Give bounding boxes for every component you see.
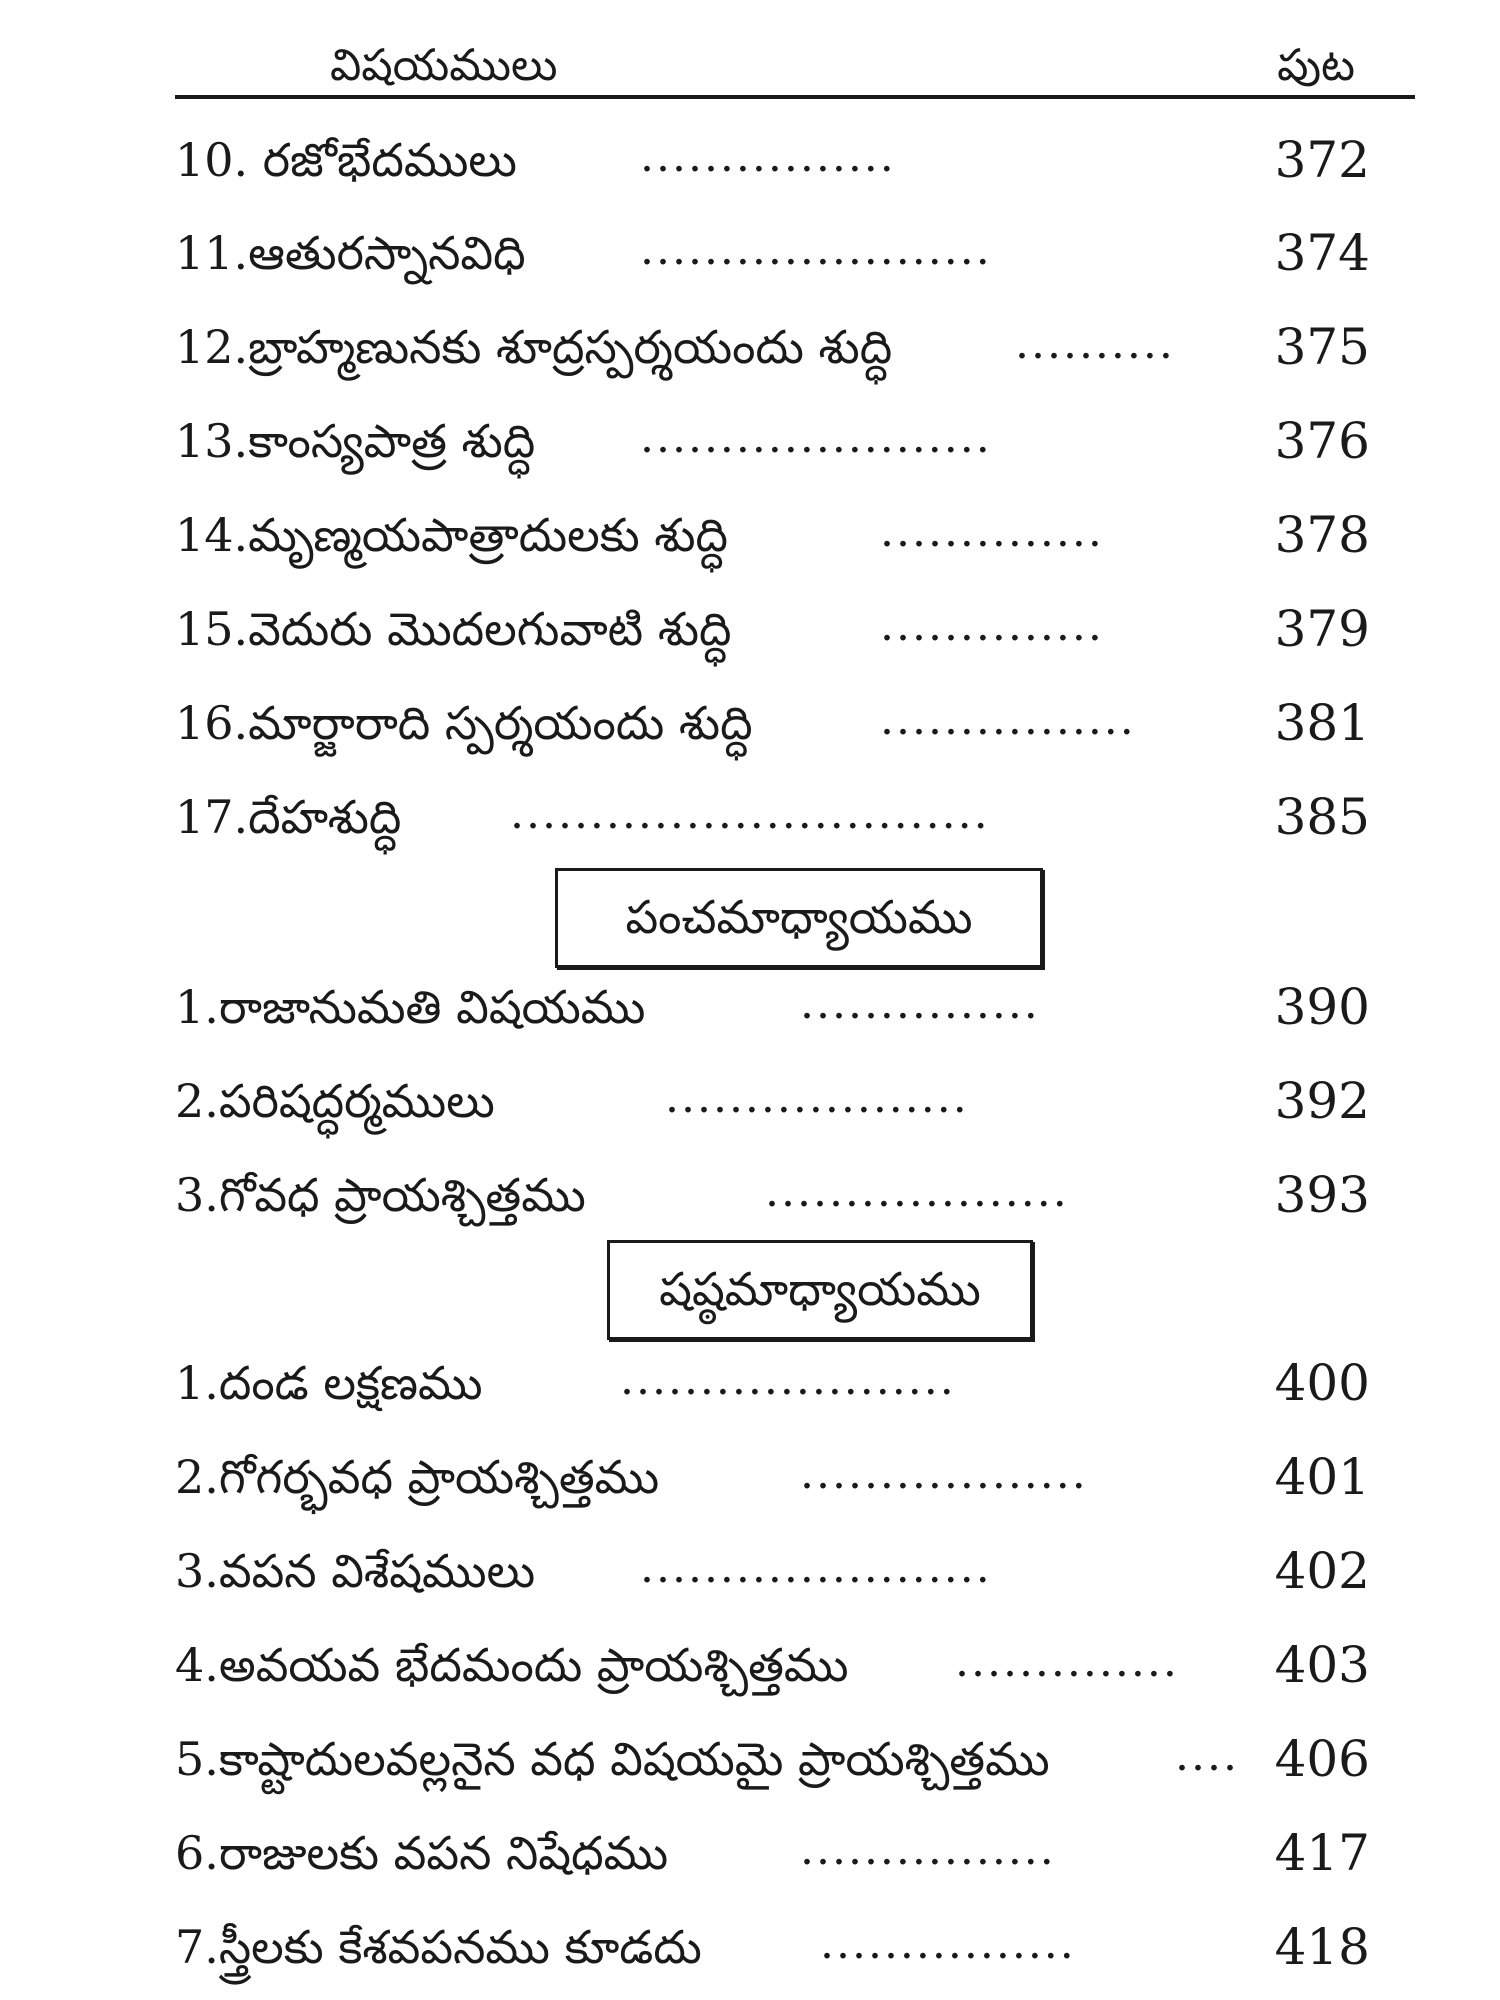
header-rule — [175, 95, 1415, 99]
toc-entry-title: 13.కాంస్యపాత్ర శుద్ధి — [175, 414, 536, 468]
toc-leader-dots: .......... — [1015, 318, 1175, 369]
toc-leader-dots: ...................... — [640, 412, 992, 463]
toc-entry — [175, 972, 1370, 1042]
toc-entry-title: 1.రాజానుమతి విషయము — [175, 980, 646, 1034]
toc-entry — [175, 1160, 1370, 1230]
toc-entry-page: 375 — [1274, 318, 1370, 376]
toc-entry — [175, 594, 1370, 664]
toc-entry-title: 1.దండ లక్షణము — [175, 1356, 483, 1410]
toc-entry-title: 17.దేహశుద్ధి — [175, 790, 402, 844]
toc-leader-dots: .............................. — [510, 788, 990, 839]
toc-entry — [175, 1536, 1370, 1606]
toc-leader-dots: ................... — [765, 1166, 1069, 1217]
toc-entry-title: 11.ఆతురస్నానవిధి — [175, 226, 526, 280]
toc-entry-title: 2.గోగర్భవధ ప్రాయశ్చిత్తము — [175, 1450, 660, 1504]
toc-entry — [175, 782, 1370, 852]
toc-entry-page: 393 — [1274, 1166, 1370, 1224]
toc-entry-page: 378 — [1274, 506, 1370, 564]
toc-entry — [175, 1066, 1370, 1136]
toc-entry-page: 392 — [1274, 1072, 1370, 1130]
toc-entry — [175, 500, 1370, 570]
toc-entry-page: 379 — [1274, 600, 1370, 658]
toc-entry-page: 381 — [1274, 694, 1370, 752]
toc-entry — [175, 406, 1370, 476]
toc-entry — [175, 1630, 1370, 1700]
toc-entry-title: 16.మార్జారాది స్పర్శయందు శుద్ధి — [175, 696, 753, 750]
toc-entry — [175, 125, 1370, 195]
toc-entry-page: 402 — [1274, 1542, 1370, 1600]
toc-entry-page: 372 — [1274, 131, 1370, 189]
toc-leader-dots: ................ — [800, 1824, 1056, 1875]
toc-entry-title: 15.వెదురు మొదలగువాటి శుద్ధి — [175, 602, 732, 656]
toc-leader-dots: ................ — [640, 131, 896, 182]
chapter-heading-box — [555, 868, 1043, 968]
page-column-heading: పుట — [1277, 40, 1355, 91]
toc-entry — [175, 688, 1370, 758]
toc-entry — [175, 1912, 1370, 1982]
toc-entry-title: 12.బ్రాహ్మణునకు శూద్రస్పర్శయందు శుద్ధి — [175, 320, 893, 374]
chapter-heading-box — [607, 1240, 1033, 1340]
toc-entry — [175, 1442, 1370, 1512]
toc-leader-dots: ................ — [820, 1918, 1076, 1969]
toc-entry-title: 2.పరిషద్ధర్మములు — [175, 1074, 495, 1128]
toc-entry-page: 417 — [1274, 1824, 1370, 1882]
toc-entry-page: 400 — [1274, 1354, 1370, 1412]
toc-entry — [175, 218, 1370, 288]
toc-entry-title: 5.కాష్టాదులవల్లనైన వధ విషయమై ప్రాయశ్చిత్తము — [175, 1732, 1050, 1786]
toc-entry — [175, 1818, 1370, 1888]
contents-heading: విషయములు — [330, 40, 558, 91]
toc-leader-dots: ................ — [880, 694, 1136, 745]
toc-leader-dots: ............... — [800, 978, 1040, 1029]
toc-entry-title: 10. రజోభేదములు — [175, 133, 517, 187]
toc-entry-page: 374 — [1274, 224, 1370, 282]
toc-leader-dots: ...................... — [640, 224, 992, 275]
toc-entry — [175, 312, 1370, 382]
toc-entry-title: 4.అవయవ భేదమందు ప్రాయశ్చిత్తము — [175, 1638, 849, 1692]
toc-leader-dots: ................... — [665, 1072, 969, 1123]
toc-entry-title: 6.రాజులకు వపన నిషేధము — [175, 1826, 669, 1880]
toc-entry-page: 390 — [1274, 978, 1370, 1036]
toc-entry — [175, 1724, 1370, 1794]
toc-leader-dots: ..................... — [620, 1354, 956, 1405]
toc-leader-dots: .............. — [880, 506, 1104, 557]
toc-leader-dots: .... — [1175, 1730, 1239, 1781]
toc-entry-page: 403 — [1274, 1636, 1370, 1694]
toc-entry — [175, 1348, 1370, 1418]
toc-entry-page: 401 — [1274, 1448, 1370, 1506]
toc-entry-title: 14.మృణ్మయపాత్రాదులకు శుద్ధి — [175, 508, 728, 562]
toc-leader-dots: .................. — [800, 1448, 1088, 1499]
chapter-heading: పంచమాధ్యాయము — [625, 890, 973, 944]
toc-leader-dots: .............. — [955, 1636, 1179, 1687]
chapter-heading: షష్ఠమాధ్యాయము — [659, 1262, 981, 1316]
toc-entry-title: 3.గోవధ ప్రాయశ్చిత్తము — [175, 1168, 586, 1222]
toc-header — [175, 30, 1415, 96]
toc-entry-title: 7.స్త్రీలకు కేశవపనము కూడదు — [175, 1920, 702, 1974]
toc-entry-page: 418 — [1274, 1918, 1370, 1976]
toc-entry-page: 376 — [1274, 412, 1370, 470]
toc-entry-page: 406 — [1274, 1730, 1370, 1788]
toc-entry-title: 3.వపన విశేషములు — [175, 1544, 536, 1598]
toc-leader-dots: ...................... — [640, 1542, 992, 1593]
toc-leader-dots: .............. — [880, 600, 1104, 651]
toc-entry-page: 385 — [1274, 788, 1370, 846]
